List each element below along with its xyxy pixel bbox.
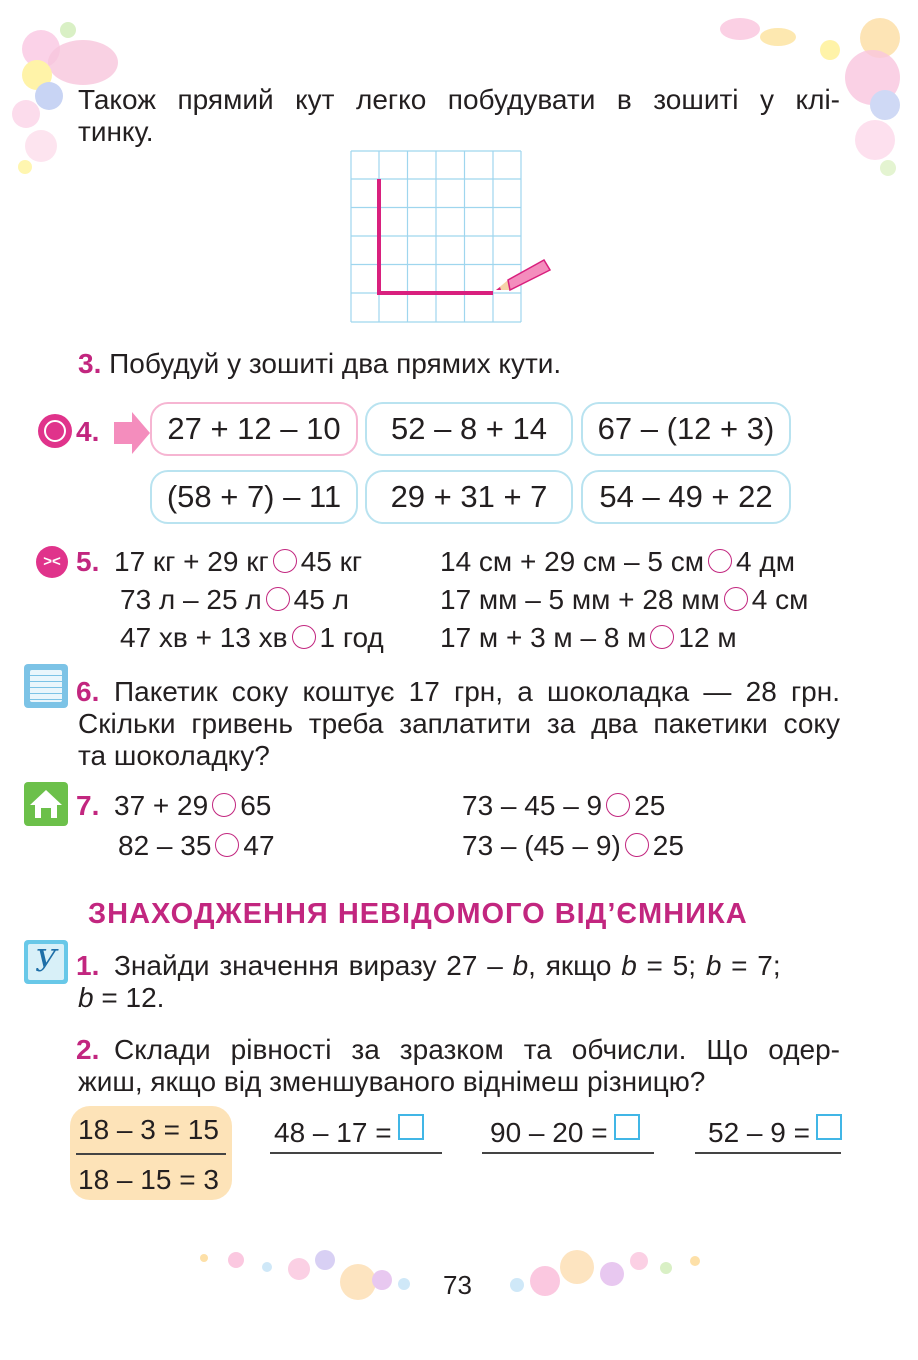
- task-3: [78, 348, 561, 380]
- variable-b: b: [512, 950, 529, 981]
- sample-top: 18 – 3 = 15: [78, 1114, 219, 1145]
- equation-2: [490, 1114, 640, 1149]
- task-7-left-row-2: [118, 830, 275, 862]
- expression-2: 52 – 8 + 14: [365, 402, 573, 456]
- expression-1: 27 + 12 – 10: [150, 402, 358, 456]
- underline: [482, 1152, 654, 1154]
- compare-icon: ><: [36, 546, 68, 578]
- value: 25: [634, 790, 666, 821]
- sample-block: [70, 1106, 232, 1200]
- task-s2-number: 2.: [76, 1034, 100, 1065]
- task-s1-number: 1.: [76, 950, 100, 981]
- task-6-line-1: Пакетик соку коштує 17 грн, а шоколадка — 28 грн.: [114, 676, 840, 707]
- compare-circle[interactable]: [266, 587, 290, 611]
- answer-box[interactable]: [398, 1114, 424, 1140]
- compare-circle[interactable]: [212, 793, 236, 817]
- task-5-left-row-1: [114, 546, 362, 578]
- value: 45 л: [293, 584, 349, 615]
- section-title: ЗНАХОДЖЕННЯ НЕВІДОМОГО ВІД’ЄМНИКА: [88, 898, 748, 930]
- expr: 73 – (45 – 9): [462, 830, 621, 861]
- underline: [695, 1152, 841, 1154]
- value: 65: [240, 790, 272, 821]
- expr: 17 мм – 5 мм + 28 мм: [440, 584, 720, 615]
- text: = 5;: [646, 950, 697, 981]
- value: 45 кг: [300, 546, 363, 577]
- value: 4 дм: [736, 546, 795, 577]
- value: 47: [243, 830, 275, 861]
- equation-text: 52 – 9 =: [708, 1117, 810, 1148]
- compare-circle[interactable]: [273, 549, 297, 573]
- task-5-left-row-2: [120, 584, 349, 616]
- task-s1-line-2: [78, 982, 164, 1014]
- right-angle-grid-illustration: [348, 148, 560, 328]
- compare-circle[interactable]: [606, 793, 630, 817]
- value: 12 м: [678, 622, 737, 653]
- compare-circle[interactable]: [292, 625, 316, 649]
- pink-arrow-icon: [112, 412, 152, 454]
- answer-box[interactable]: [816, 1114, 842, 1140]
- task-5-right-row-1: [440, 546, 795, 578]
- expr: 17 кг + 29 кг: [114, 546, 269, 577]
- expr: 37 + 29: [114, 790, 209, 821]
- task-6-line-3: та шоколадку?: [78, 740, 270, 771]
- task-3-number: 3.: [78, 348, 102, 379]
- value: 4 см: [751, 584, 809, 615]
- expr: 47 хв + 13 хв: [120, 622, 288, 653]
- stopwatch-icon: [38, 414, 72, 448]
- intro-text: Також прямий кут легко побудувати в зошиті у клі-: [78, 84, 840, 115]
- expr: 14 см + 29 см – 5 см: [440, 546, 704, 577]
- task-6-number: 6.: [76, 676, 100, 707]
- expression-3: 67 – (12 + 3): [581, 402, 791, 456]
- expression-6: 54 – 49 + 22: [581, 470, 791, 524]
- task-5-number: 5.: [76, 546, 100, 577]
- compare-circle[interactable]: [625, 833, 649, 857]
- compare-circle[interactable]: [650, 625, 674, 649]
- sample-divider: [76, 1153, 226, 1155]
- task-s2-line-2: жиш, якщо від зменшуваного віднімеш різницю?: [78, 1066, 706, 1097]
- task-4-number: 4.: [76, 416, 100, 447]
- expr: 82 – 35: [118, 830, 212, 861]
- u-letter-icon: У: [24, 940, 68, 984]
- intro-text-continued: тинку.: [78, 116, 154, 147]
- underline: [270, 1152, 442, 1154]
- variable-b: b: [705, 950, 722, 981]
- text: = 7;: [731, 950, 781, 981]
- expression-5: 29 + 31 + 7: [365, 470, 573, 524]
- equation-text: 48 – 17 =: [274, 1117, 392, 1148]
- answer-box[interactable]: [614, 1114, 640, 1140]
- equation-1: [274, 1114, 424, 1149]
- task-7-right-row-1: [462, 790, 665, 822]
- task-s1-line-1: [114, 950, 840, 982]
- task-7-left-row-1: [114, 790, 271, 822]
- page-number: 73: [443, 1270, 472, 1300]
- expr: 17 м + 3 м – 8 м: [440, 622, 647, 653]
- compare-circle[interactable]: [215, 833, 239, 857]
- task-3-text: Побудуй у зошиті два прямих кути.: [109, 348, 562, 379]
- compare-circle[interactable]: [724, 587, 748, 611]
- home-icon: [24, 782, 68, 826]
- text: , якщо: [528, 950, 612, 981]
- task-5-right-row-2: [440, 584, 808, 616]
- task-7-right-row-2: [462, 830, 684, 862]
- text: Знайди значення виразу 27 –: [114, 950, 503, 981]
- sample-bottom: 18 – 15 = 3: [78, 1164, 219, 1195]
- equation-text: 90 – 20 =: [490, 1117, 608, 1148]
- value: 25: [652, 830, 684, 861]
- expr: 73 л – 25 л: [120, 584, 262, 615]
- equation-3: [708, 1114, 842, 1149]
- notebook-icon: [24, 664, 68, 708]
- task-s2-line-1: Склади рівності за зразком та обчисли. Що одер-: [114, 1034, 840, 1065]
- task-7-number: 7.: [76, 790, 100, 821]
- task-5-left-row-3: [120, 622, 384, 654]
- task-6-line-2: Скільки гривень треба заплатити за два пакетики соку: [78, 708, 840, 739]
- expression-4: (58 + 7) – 11: [150, 470, 358, 524]
- expr: 73 – 45 – 9: [462, 790, 603, 821]
- task-5-right-row-3: [440, 622, 737, 654]
- variable-b: b: [78, 982, 94, 1013]
- value: 1 год: [319, 622, 384, 653]
- variable-b: b: [621, 950, 637, 981]
- text: = 12.: [101, 982, 165, 1013]
- compare-circle[interactable]: [708, 549, 732, 573]
